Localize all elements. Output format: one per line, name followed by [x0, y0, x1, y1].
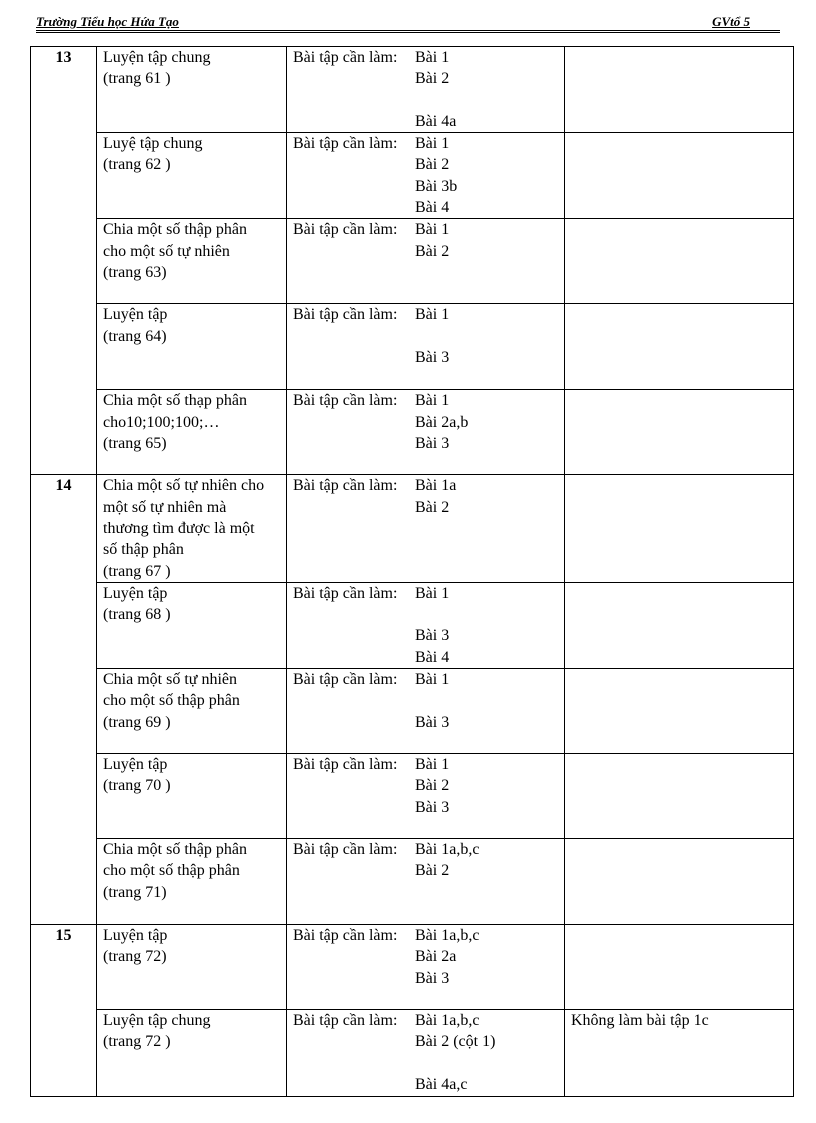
- exercise-item: Bài 1a: [415, 477, 457, 495]
- lesson-title-line: Luyện tập: [103, 584, 168, 602]
- lesson-note: [565, 669, 794, 754]
- exercise-item: Bài 3: [415, 434, 450, 452]
- lesson-title: [97, 925, 287, 1010]
- exercise-item: Bài 1: [415, 221, 450, 239]
- lesson-note: [565, 304, 794, 390]
- required-label: Bài tập cần làm:: [293, 756, 398, 774]
- required-label: Bài tập cần làm:: [293, 49, 398, 66]
- lesson-title-line: Luyện tập: [103, 927, 168, 945]
- exercise-item: Bài 1a,b,c: [415, 927, 480, 945]
- exercise-item: Bài 2 (cột 1): [415, 1033, 496, 1051]
- exercise-item: Bài 1: [415, 584, 450, 602]
- lesson-title-line: Luyện tập chung: [103, 49, 211, 66]
- lesson-note: [565, 754, 794, 839]
- lesson-title-line: Chia một số tự nhiên cho: [103, 477, 265, 495]
- table-row: [31, 669, 794, 754]
- lesson-title-line: (trang 61 ): [103, 70, 171, 88]
- required-exercises: [287, 754, 565, 839]
- exercise-item: Bài 2: [415, 862, 450, 880]
- exercise-item: Bài 4: [415, 648, 450, 666]
- lesson-title-line: Chia một số thập phân: [103, 841, 247, 859]
- exercise-item: Bài 1: [415, 306, 450, 324]
- lesson-title: [97, 47, 287, 133]
- lesson-title-line: Chia một số thạp phân: [103, 392, 247, 410]
- exercise-item: Bài 1: [415, 49, 450, 66]
- exercise-item: [415, 1053, 564, 1074]
- exercise-item: Bài 2: [415, 70, 450, 88]
- required-label: Bài tập cần làm:: [293, 135, 398, 153]
- exercise-item: Bài 1: [415, 392, 450, 410]
- lesson-note: [565, 582, 794, 668]
- lesson-title: [97, 839, 287, 925]
- exercise-item: Bài 1a,b,c: [415, 1012, 480, 1030]
- exercise-item: Bài 4: [415, 199, 450, 217]
- required-label: Bài tập cần làm:: [293, 584, 398, 602]
- lesson-note: [565, 925, 794, 1010]
- required-exercises: [287, 839, 565, 925]
- required-exercises: [287, 133, 565, 219]
- lesson-title-line: (trang 62 ): [103, 156, 171, 174]
- table-row: [31, 390, 794, 475]
- exercise-item: Bài 3: [415, 348, 450, 366]
- required-exercises: [287, 925, 565, 1010]
- table-row: [31, 475, 794, 582]
- lesson-title-line: cho một số thập phân: [103, 862, 240, 880]
- exercise-item: Bài 2: [415, 156, 450, 174]
- lesson-note: [565, 390, 794, 475]
- lesson-title-line: (trang 63): [103, 263, 167, 281]
- exercise-item: Bài 2a,b: [415, 413, 469, 431]
- lesson-note: [565, 133, 794, 219]
- lesson-note: Không làm bài tập 1c: [565, 1010, 794, 1097]
- required-label: Bài tập cần làm:: [293, 927, 398, 945]
- required-label: Bài tập cần làm:: [293, 477, 398, 495]
- school-name: Trường Tiểu học Hứa Tạo: [36, 14, 179, 29]
- exercise-item: Bài 2: [415, 777, 450, 795]
- lesson-note: [565, 475, 794, 582]
- required-exercises: [287, 219, 565, 304]
- lesson-title-line: cho một số tự nhiên: [103, 242, 230, 260]
- table-row: [31, 219, 794, 304]
- exercise-item: Bài 3: [415, 798, 450, 816]
- exercise-item: Bài 1a,b,c: [415, 841, 480, 859]
- table-row: [31, 839, 794, 925]
- lesson-title: [97, 1010, 287, 1097]
- lesson-title-line: số thập phân: [103, 541, 184, 559]
- exercise-item: Bài 3: [415, 969, 450, 987]
- required-label: Bài tập cần làm:: [293, 221, 398, 239]
- lesson-title-line: thương tìm được là một: [103, 519, 255, 537]
- table-row: [31, 133, 794, 219]
- lesson-title: [97, 390, 287, 475]
- week-number: 14: [31, 475, 97, 925]
- lesson-title-line: Chia một số thập phân: [103, 221, 247, 239]
- exercise-item: Bài 2: [415, 242, 450, 260]
- lesson-title: [97, 582, 287, 668]
- required-exercises: [287, 390, 565, 475]
- lesson-title-line: Luyện tập: [103, 756, 168, 774]
- table-row: [31, 47, 794, 133]
- table-row: [31, 1010, 794, 1097]
- required-label: Bài tập cần làm:: [293, 841, 398, 859]
- lesson-note: [565, 219, 794, 304]
- exercise-item: Bài 1: [415, 756, 450, 774]
- exercise-item: Bài 2: [415, 498, 450, 516]
- lesson-title-line: cho một số thập phân: [103, 692, 240, 710]
- lesson-title-line: (trang 64): [103, 327, 167, 345]
- lesson-title-line: (trang 68 ): [103, 606, 171, 624]
- exercise-item: Bài 2a: [415, 948, 457, 966]
- required-label: Bài tập cần làm:: [293, 671, 398, 689]
- required-label: Bài tập cần làm:: [293, 1012, 398, 1030]
- table-row: [31, 582, 794, 668]
- exercise-item: [415, 690, 564, 711]
- exercise-item: Bài 4a: [415, 112, 457, 130]
- lesson-note: [565, 47, 794, 133]
- lesson-title-line: (trang 72 ): [103, 1033, 171, 1051]
- exercise-item: Bài 3b: [415, 177, 458, 195]
- exercise-item: Bài 1: [415, 671, 450, 689]
- required-exercises: [287, 582, 565, 668]
- lesson-title: [97, 133, 287, 219]
- exercise-item: [415, 326, 564, 347]
- exercise-item: Bài 3: [415, 627, 450, 645]
- week-number: 15: [31, 925, 97, 1097]
- lesson-title-line: cho10;100;100;…: [103, 413, 220, 431]
- lesson-plan-table: [30, 46, 794, 1097]
- exercise-item: [415, 604, 564, 625]
- lesson-title: [97, 754, 287, 839]
- required-label: Bài tập cần làm:: [293, 306, 398, 324]
- table-row: [31, 754, 794, 839]
- lesson-title-line: (trang 67 ): [103, 562, 171, 580]
- required-exercises: [287, 47, 565, 133]
- required-exercises: [287, 304, 565, 390]
- lesson-title-line: (trang 71): [103, 883, 167, 901]
- table-row: [31, 925, 794, 1010]
- exercise-item: Bài 1: [415, 135, 450, 153]
- lesson-title: [97, 219, 287, 304]
- table-row: [31, 304, 794, 390]
- required-exercises: [287, 475, 565, 582]
- exercise-item: [415, 90, 564, 111]
- lesson-title-line: (trang 72): [103, 948, 167, 966]
- lesson-title-line: Luyệ tập chung: [103, 135, 203, 153]
- lesson-title-line: Luyện tập chung: [103, 1012, 211, 1030]
- lesson-title-line: một số tự nhiên mà: [103, 498, 227, 516]
- exercise-item: Bài 3: [415, 713, 450, 731]
- lesson-title-line: (trang 65): [103, 434, 167, 452]
- lesson-title-line: Luyện tập: [103, 306, 168, 324]
- teacher-group: GVtổ 5: [712, 14, 750, 29]
- lesson-title-line: (trang 69 ): [103, 713, 171, 731]
- required-exercises: [287, 669, 565, 754]
- lesson-note: [565, 839, 794, 925]
- page-header: [36, 12, 780, 33]
- required-exercises: [287, 1010, 565, 1097]
- required-label: Bài tập cần làm:: [293, 392, 398, 410]
- exercise-item: Bài 4a,c: [415, 1075, 468, 1093]
- lesson-title-line: (trang 70 ): [103, 777, 171, 795]
- lesson-title: [97, 304, 287, 390]
- week-number: 13: [31, 47, 97, 475]
- lesson-title: [97, 669, 287, 754]
- lesson-title-line: Chia một số tự nhiên: [103, 671, 237, 689]
- lesson-title: [97, 475, 287, 582]
